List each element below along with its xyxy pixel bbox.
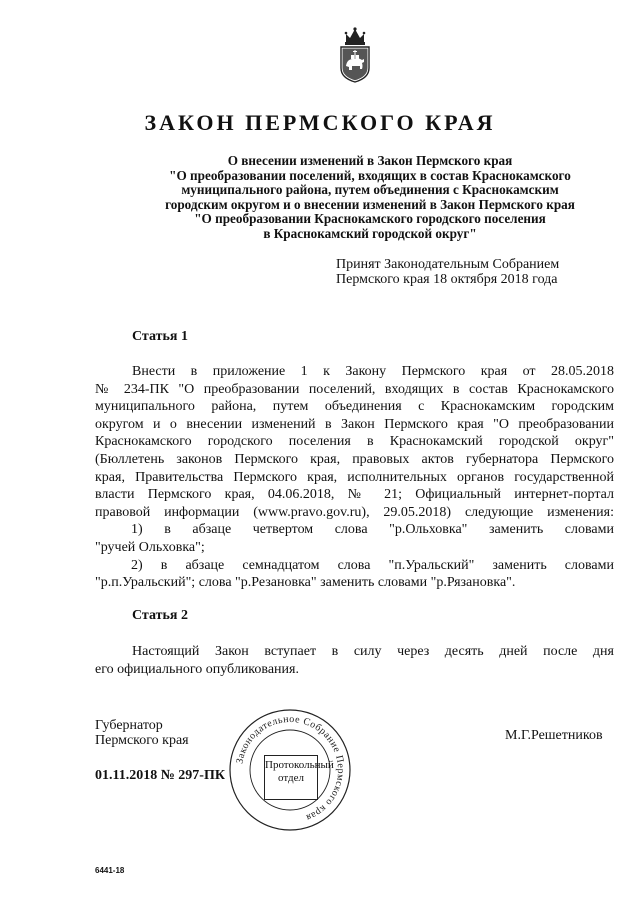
article-2-body [95, 643, 614, 678]
stamp-box-line: отдел [278, 772, 304, 784]
stamp-box-line: Протокольный [265, 759, 334, 771]
article-1-line: муниципального района, путем объединения с Краснокамским городским [95, 399, 614, 415]
article-1-body [95, 363, 614, 592]
article-1-line: округом и о внесении изменений в Закон Пермского края "О преобразовании [95, 416, 614, 432]
stamp-box [264, 755, 334, 800]
article-1-line: (Бюллетень законов Пермского края, правовых актов губернатора Пермского [95, 451, 614, 467]
subtitle-line: "О преобразовании Краснокамского городского поселения [194, 211, 546, 227]
article-1-item-2: 2) в абзаце семнадцатом слова "п.Уральский" заменить словами [131, 557, 614, 573]
article-2-heading: Статья 2 [132, 608, 188, 623]
subtitle-line: городским округом и о внесении изменений в Закон Пермского края [165, 196, 575, 212]
date-number: 01.11.2018 № 297-ПК [95, 768, 225, 783]
subtitle-line: О внесении изменений в Закон Пермского края [227, 153, 513, 168]
adoption-note [336, 257, 559, 287]
document-id: 6441-18 [95, 866, 125, 875]
governor-line: Губернатор [95, 718, 163, 733]
law-title: ЗАКОН ПЕРМСКОГО КРАЯ [144, 110, 496, 135]
article-2-line: Настоящий Закон вступает в силу через десять дней после дня [132, 644, 614, 659]
article-1-line: края, Правительства Пермского края, исполнительных органов государственной [95, 469, 614, 485]
article-1-line: Внести в приложение 1 к Закону Пермского края от 28.05.2018 [132, 364, 614, 379]
article-1-line: № 234-ПК "О преобразовании поселений, входящих в состав Краснокамского [95, 381, 614, 397]
article-1-line: власти Пермского края, 04.06.2018, № 21; Официальный интернет-портал [95, 487, 614, 503]
adoption-line: Принят Законодательным Собранием [336, 257, 560, 272]
coat-of-arms-emblem [338, 26, 372, 84]
article-1-item-1: 1) в абзаце четвертом слова "р.Ольховка" заменить словами [131, 522, 614, 538]
article-1-line: правовой информации (www.pravo.gov.ru), 29.05.2018) следующие изменения: [95, 504, 614, 520]
subtitle-line: в Краснокамский городской округ" [263, 225, 477, 241]
adoption-line: Пермского края 18 октября 2018 года [336, 272, 558, 287]
governor-line: Пермского края [95, 733, 189, 748]
article-2-line: его официального опубликования. [95, 661, 299, 677]
law-subtitle [100, 154, 640, 242]
subtitle-line: "О преобразовании поселений, входящих в состав Краснокамского [169, 167, 571, 183]
article-1-item-1-cont: "ручей Ольховка"; [95, 539, 205, 555]
article-1-item-2-cont: "р.п.Уральский"; слова "р.Резановка" заменить словами "р.Рязановка". [95, 575, 516, 591]
stamp-ring-text: Законодательное Собрание Пермского края [234, 713, 347, 824]
signer-name: М.Г.Решетников [505, 728, 603, 743]
article-1-line: Краснокамского городского поселения в Краснокамский городской округ" [95, 434, 614, 450]
subtitle-line: муниципального района, путем объединения с Краснокамским [181, 182, 559, 198]
governor-title [95, 718, 189, 748]
article-1-heading: Статья 1 [132, 329, 188, 344]
